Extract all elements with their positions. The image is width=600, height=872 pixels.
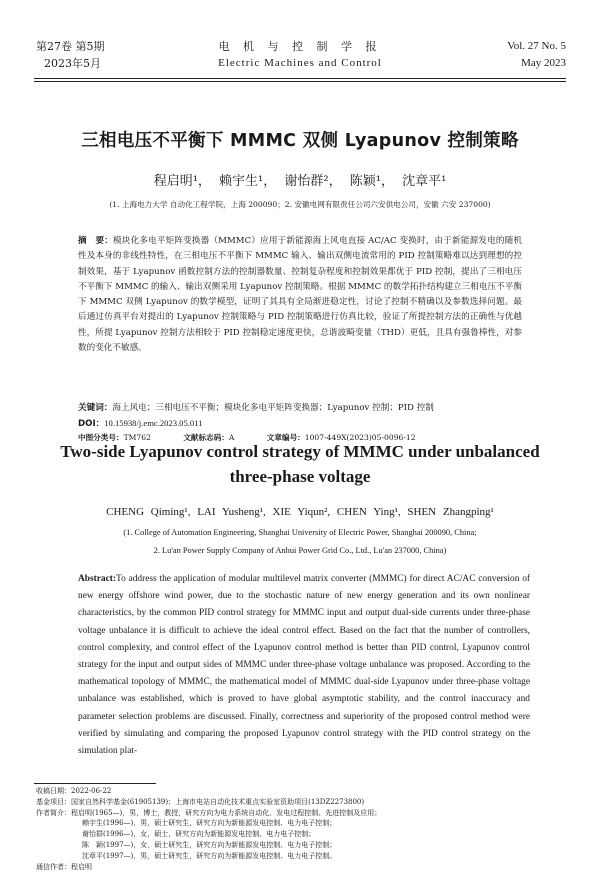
paper-title-cn: 三相电压不平衡下 MMMC 双侧 Lyapunov 控制策略: [81, 131, 519, 151]
affiliation-cn: (1. 上海电力大学 自动化工程学院，上海 200090；2. 安徽电网有限责任公司六安供电公司，安徽 六安 237000): [109, 200, 491, 209]
author-bio-4: 陈 颖(1997—)，女，硕士研究生，研究方向为新能源发电控制、电力电子控制；: [82, 840, 337, 849]
author-bio-1: 作者简介：程启明(1965—)，男，博士，教授，研究方向为电力系统自动化、发电过程控制、先进控制及应用；: [36, 808, 382, 817]
footnote-rule: [34, 783, 156, 784]
corresponding-author: 通信作者：程启明: [36, 862, 92, 871]
keywords-cn-label: 关键词：: [78, 403, 113, 413]
article-number-label: 文章编号：: [266, 433, 305, 442]
keywords-cn-text: 海上风电；三相电压不平衡；模块化多电平矩阵变换器；Lyapunov 控制；PID 控制: [112, 403, 434, 413]
header-rule: [34, 78, 566, 79]
footnotes: [36, 786, 576, 872]
fund-info: 基金项目：国家自然科学基金(61905139)；上海市电站自动化技术重点实验室资助项目(13DZ2273800): [36, 797, 365, 806]
doc-code-label: 文献标志码：: [183, 433, 229, 442]
abstract-en-label: Abstract:: [78, 574, 117, 584]
journal-name-cn: 电 机 与 控 制 学 报: [218, 40, 382, 53]
doc-code: A: [228, 433, 235, 442]
author-list-en: CHENG Qiming¹, LAI Yusheng¹, XIE Yiqun², CHEN Ying¹, SHEN Zhangping¹: [106, 506, 494, 518]
paper-title-en-line1: Two-side Lyapunov control strategy of MMMC under unbalanced: [60, 442, 540, 461]
paper-title-en: [0, 439, 600, 489]
abstract-cn: [78, 234, 522, 356]
author-list-cn: 程启明¹， 赖宇生¹， 谢怡群²， 陈颖¹， 沈章平¹: [153, 174, 447, 189]
received-date: 收稿日期：2022-06-22: [36, 787, 112, 795]
doi-label: DOI：: [78, 419, 105, 429]
abstract-en: [78, 571, 530, 760]
volume-issue-cn: 第27卷 第5期: [36, 40, 105, 53]
affiliation-en: [0, 524, 600, 560]
abstract-en-text: To address the application of modular multilevel matrix converter (MMMC) for direct AC/AC conversion of new energy offshore wind power, due to the stochastic nature of new energy generation and its own nonlinear characteristics, by the common PID control strategy for MMMC input and output dual-side currents under three-phase voltage unbalance it is difficult to achieve the ideal control effect. Based on the fact that the number of controllers, control complexity, and control effect of the Lyapunov control method is better than PID control, Lyapunov control strategy for the input and output sides of MMMC under three-phase voltage unbalance was proposed. According to the mathematical topology of MMMC, the mathematical model of MMMC dual-side Lyapunov under three-phase voltage unbalance was established, which is proved to have global asymptotic stability, and the control inaccuracy and parameter selection problems are discussed. Finally, correctness and superiority of the proposed control method were verified by simulating and comparing the proposed Lyapunov control strategy with the PID control strategy on the simulation plat-: [78, 574, 530, 757]
date-cn: 2023年5月: [44, 57, 101, 70]
doi-link[interactable]: 10.15938/j.emc.2023.05.011: [104, 418, 203, 428]
clc-number: TM762: [123, 433, 151, 442]
author-bio-5: 沈章平(1997—)，男，硕士研究生，研究方向为新能源发电控制、电力电子控制。: [82, 851, 337, 860]
keywords-cn: [78, 402, 522, 415]
author-bio-2: 赖宇生(1996—)，男，硕士研究生，研究方向为新能源发电控制、电力电子控制；: [82, 819, 337, 828]
volume-issue-en: Vol. 27 No. 5: [507, 40, 566, 52]
affiliation-en-1: (1. College of Automation Engineering, Shanghai University of Electric Power, Shanghai 200090, China;: [123, 528, 477, 537]
journal-name-en: Electric Machines and Control: [218, 57, 382, 69]
abstract-cn-label: 摘 要：: [78, 236, 114, 246]
affiliation-en-2: 2. Lu'an Power Supply Company of Anhui Power Grid Co., Ltd., Lu'an 237000, China): [153, 546, 447, 555]
clc-label: 中图分类号：: [78, 433, 124, 442]
doi-line: [78, 417, 203, 431]
article-number: 1007-449X(2023)05-0096-12: [304, 433, 416, 442]
paper-title-en-line2: three-phase voltage: [229, 467, 371, 486]
running-header-right: [507, 38, 566, 72]
header-rule-thin: [34, 81, 566, 82]
abstract-cn-text: 模块化多电平矩阵变换器（MMMC）应用于新能源海上风电直接 AC/AC 变换时，由于新能源发电的随机性及本身的非线性特性，在三相电压不平衡下 MMMC 输入、输出双侧电流常用的 PID 控制策略难以达到理想的控制效果，基于 Lyapunov 函数控制方法的控制器数量、控制复杂程度和控制效果都优于 PID 控制，提出了三相电压不平衡下 MMMC 的输入、输出双侧采用 Lyapunov 控制策略。根据 MMMC 的数学拓扑结构建立三相电压不平衡下 MMMC 双侧 Lyapunov 的数学模型，证明了其具有全局渐进稳定性，讨论了控制不精确以及参数选择问题。最后通过仿真平台对提出的 Lyapunov 控制策略与 PID 控制策略进行仿真比较，验证了所提控制方法的正确性与优越性，所提 Lyapunov 控制方法相较于 PID 控制稳定速度更快，总谐波畸变量（THD）更低，且具有强鲁棒性，对参数的变化不敏感。: [78, 236, 522, 354]
author-bio-3: 谢怡群(1996—)，女，硕士，研究方向为新能源发电控制、电力电子控制；: [82, 830, 316, 839]
date-en: May 2023: [521, 57, 566, 69]
